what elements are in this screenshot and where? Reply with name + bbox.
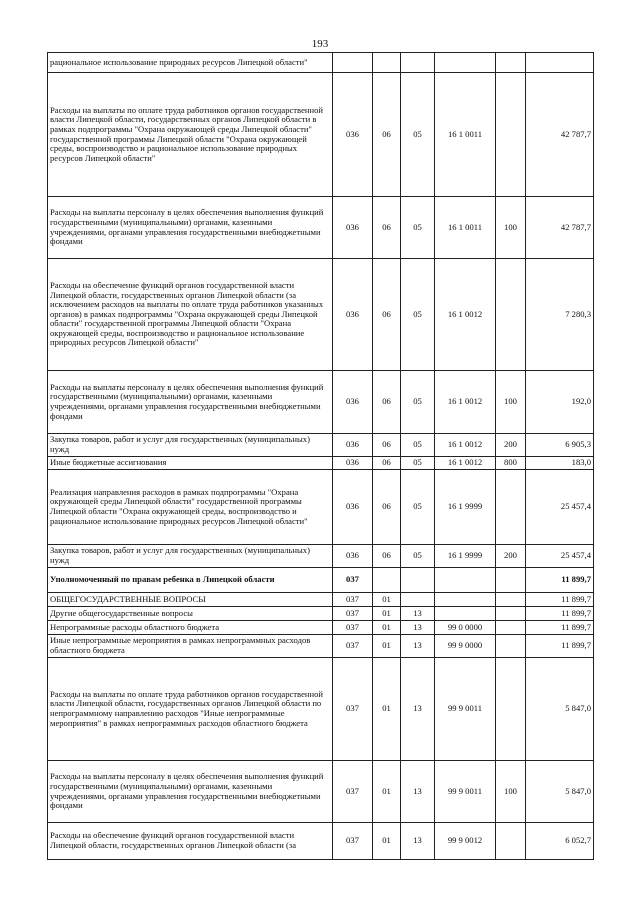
cell-target: 16 1 9999: [435, 470, 496, 545]
cell-subsection: 13: [401, 823, 435, 860]
cell-admin: 036: [333, 259, 373, 371]
cell-target: [435, 53, 496, 73]
cell-admin: 037: [333, 761, 373, 823]
cell-amount: 192,0: [526, 371, 594, 434]
cell-target: [435, 568, 496, 593]
cell-target: 99 9 0000: [435, 635, 496, 658]
cell-admin: 036: [333, 470, 373, 545]
cell-section: 01: [373, 607, 401, 621]
cell-subsection: 05: [401, 371, 435, 434]
cell-subsection: 13: [401, 621, 435, 635]
cell-type: [496, 259, 526, 371]
cell-section: 06: [373, 197, 401, 259]
table-row: [48, 635, 594, 658]
cell-amount: 25 457,4: [526, 470, 594, 545]
cell-type: 800: [496, 457, 526, 470]
cell-target: 16 1 0012: [435, 457, 496, 470]
table-row: [48, 545, 594, 568]
cell-subsection: 13: [401, 761, 435, 823]
cell-amount: 5 847,0: [526, 658, 594, 761]
cell-target: 99 9 0011: [435, 761, 496, 823]
cell-admin: [333, 53, 373, 73]
table-row: [48, 73, 594, 197]
table-row: [48, 53, 594, 73]
cell-target: 16 1 0011: [435, 73, 496, 197]
cell-subsection: 05: [401, 457, 435, 470]
cell-name: Расходы на выплаты персоналу в целях обеспечения выполнения функций государственными (муниципальными) органами, казенными учреждениями, органами управления государственными внебюджетными фондами: [48, 197, 333, 259]
cell-type: 100: [496, 761, 526, 823]
cell-name: Реализация направления расходов в рамках подпрограммы "Охрана окружающей среды Липецкой области" государственной программы Липецкой области "Охрана окружающей среды, воспроизводство и рациональное использование природных ресурсов Липецкой области": [48, 470, 333, 545]
cell-admin: 036: [333, 457, 373, 470]
cell-section: 01: [373, 658, 401, 761]
table-row: [48, 568, 594, 593]
cell-subsection: 13: [401, 635, 435, 658]
cell-amount: 183,0: [526, 457, 594, 470]
cell-subsection: 05: [401, 73, 435, 197]
table-row: [48, 658, 594, 761]
cell-section: [373, 53, 401, 73]
cell-admin: 036: [333, 371, 373, 434]
cell-amount: 25 457,4: [526, 545, 594, 568]
cell-type: [496, 823, 526, 860]
cell-name: Другие общегосударственные вопросы: [48, 607, 333, 621]
cell-type: [496, 53, 526, 73]
cell-subsection: 05: [401, 545, 435, 568]
cell-amount: 11 899,7: [526, 621, 594, 635]
cell-subsection: [401, 53, 435, 73]
cell-type: [496, 658, 526, 761]
table-row: [48, 434, 594, 457]
cell-target: 16 1 0012: [435, 259, 496, 371]
cell-section: 01: [373, 761, 401, 823]
cell-type: 200: [496, 434, 526, 457]
cell-name: Иные бюджетные ассигнования: [48, 457, 333, 470]
cell-name: Расходы на обеспечение функций органов государственной власти Липецкой области, государственных органов Липецкой области (за исключением расходов на выплаты по оплате труда работников указанных органов) в рамках подпрограммы "Охрана окружающей среды Липецкой области" государственной программы Липецкой области "Охрана окружающей среды, воспроизводство и рациональное использование природных ресурсов Липецкой области": [48, 259, 333, 371]
cell-admin: 036: [333, 73, 373, 197]
cell-amount: 11 899,7: [526, 568, 594, 593]
table-row: [48, 259, 594, 371]
cell-subsection: [401, 568, 435, 593]
cell-amount: 6 905,3: [526, 434, 594, 457]
cell-type: [496, 621, 526, 635]
table-row: [48, 470, 594, 545]
cell-section: 06: [373, 371, 401, 434]
cell-name: Расходы на выплаты по оплате труда работников органов государственной власти Липецкой области, государственных органов Липецкой области в рамках подпрограммы "Охрана окружающей среды Липецкой области" государственной программы Липецкой области "Охрана окружающей среды, воспроизводство и рациональное использование природных ресурсов Липецкой области": [48, 73, 333, 197]
cell-target: 16 1 9999: [435, 545, 496, 568]
cell-name: ОБЩЕГОСУДАРСТВЕННЫЕ ВОПРОСЫ: [48, 593, 333, 607]
cell-name: Расходы на обеспечение функций органов государственной власти Липецкой области, государственных органов Липецкой области (за: [48, 823, 333, 860]
cell-section: [373, 568, 401, 593]
cell-section: 06: [373, 259, 401, 371]
cell-amount: 6 052,7: [526, 823, 594, 860]
cell-admin: 036: [333, 434, 373, 457]
cell-target: 16 1 0012: [435, 434, 496, 457]
cell-target: 16 1 0012: [435, 371, 496, 434]
table-row: [48, 607, 594, 621]
cell-admin: 037: [333, 593, 373, 607]
cell-amount: 7 280,3: [526, 259, 594, 371]
cell-name: Непрограммные расходы областного бюджета: [48, 621, 333, 635]
table-row: [48, 761, 594, 823]
cell-target: [435, 607, 496, 621]
cell-admin: 036: [333, 197, 373, 259]
table-row: [48, 621, 594, 635]
cell-name: Иные непрограммные мероприятия в рамках непрограммных расходов областного бюджета: [48, 635, 333, 658]
cell-type: [496, 73, 526, 197]
table-row: [48, 371, 594, 434]
cell-section: 06: [373, 457, 401, 470]
cell-section: 06: [373, 545, 401, 568]
cell-amount: 5 847,0: [526, 761, 594, 823]
cell-type: [496, 470, 526, 545]
cell-target: 99 9 0012: [435, 823, 496, 860]
cell-name: Закупка товаров, работ и услуг для государственных (муниципальных) нужд: [48, 434, 333, 457]
cell-target: [435, 593, 496, 607]
cell-name: Закупка товаров, работ и услуг для государственных (муниципальных) нужд: [48, 545, 333, 568]
table-row: [48, 593, 594, 607]
cell-subsection: 13: [401, 658, 435, 761]
cell-section: 01: [373, 593, 401, 607]
cell-amount: 11 899,7: [526, 607, 594, 621]
cell-section: 06: [373, 470, 401, 545]
table-row: [48, 457, 594, 470]
cell-type: [496, 607, 526, 621]
cell-amount: 11 899,7: [526, 593, 594, 607]
budget-table-body: [48, 53, 594, 860]
cell-admin: 037: [333, 621, 373, 635]
cell-admin: 037: [333, 607, 373, 621]
cell-type: [496, 568, 526, 593]
table-row: [48, 197, 594, 259]
cell-admin: 037: [333, 635, 373, 658]
cell-name: рациональное использование природных ресурсов Липецкой области": [48, 53, 333, 73]
cell-section: 01: [373, 635, 401, 658]
cell-subsection: [401, 593, 435, 607]
cell-name: Расходы на выплаты по оплате труда работников органов государственной власти Липецкой области, государственных органов Липецкой области по непрограммному направлению расходов "Иные непрограммные мероприятия" в рамках непрограммных расходов областного бюджета: [48, 658, 333, 761]
cell-name: Расходы на выплаты персоналу в целях обеспечения выполнения функций государственными (муниципальными) органами, казенными учреждениями, органами управления государственными внебюджетными фондами: [48, 371, 333, 434]
cell-admin: 037: [333, 568, 373, 593]
cell-type: 100: [496, 371, 526, 434]
cell-amount: 42 787,7: [526, 197, 594, 259]
cell-type: [496, 593, 526, 607]
cell-type: 200: [496, 545, 526, 568]
cell-type: [496, 635, 526, 658]
cell-subsection: 05: [401, 259, 435, 371]
cell-section: 01: [373, 823, 401, 860]
cell-target: 99 0 0000: [435, 621, 496, 635]
cell-amount: 42 787,7: [526, 73, 594, 197]
cell-type: 100: [496, 197, 526, 259]
table-row: [48, 823, 594, 860]
budget-table: [47, 52, 594, 860]
cell-target: 99 9 0011: [435, 658, 496, 761]
cell-amount: 11 899,7: [526, 635, 594, 658]
cell-name: Уполномоченный по правам ребенка в Липецкой области: [48, 568, 333, 593]
cell-admin: 036: [333, 545, 373, 568]
cell-subsection: 05: [401, 197, 435, 259]
cell-admin: 037: [333, 823, 373, 860]
cell-amount: [526, 53, 594, 73]
cell-subsection: 05: [401, 470, 435, 545]
cell-section: 01: [373, 621, 401, 635]
cell-target: 16 1 0011: [435, 197, 496, 259]
cell-subsection: 05: [401, 434, 435, 457]
cell-section: 06: [373, 73, 401, 197]
page-number: 193: [311, 38, 329, 50]
cell-section: 06: [373, 434, 401, 457]
cell-name: Расходы на выплаты персоналу в целях обеспечения выполнения функций государственными (муниципальными) органами, казенными учреждениями, органами управления государственными внебюджетными фондами: [48, 761, 333, 823]
cell-subsection: 13: [401, 607, 435, 621]
cell-admin: 037: [333, 658, 373, 761]
